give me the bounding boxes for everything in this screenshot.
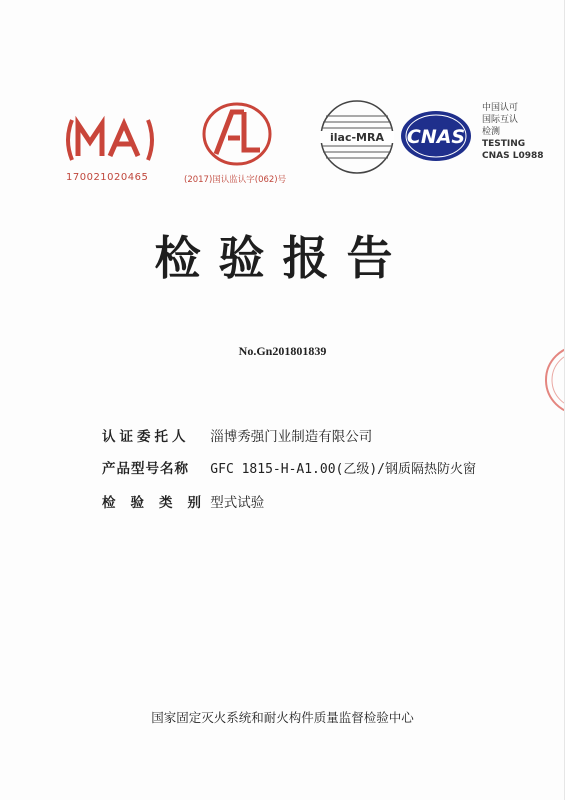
field-label: 产品型号名称 [102,461,189,477]
ilac-mra-text: ilac-MRA [330,131,384,144]
cnas-text: CNAS [406,126,466,148]
cnas-info-line: TESTING [482,139,526,149]
field-value: 型式试验 [210,495,265,511]
field-value: GFC 1815-H-A1.00(乙级)/钢质隔热防火窗 [210,462,477,477]
field-client [102,425,372,445]
field-label: 检验类别 [102,495,216,511]
ilac-mra-logo [318,98,396,176]
field-inspection-type [102,491,264,511]
cnas-info [482,102,544,162]
report-title: 检验报告 [154,231,411,285]
cnas-logo [398,108,474,164]
field-product [102,457,476,477]
field-label: 认证委托人 [102,429,190,445]
cma-number: 170021020465 [66,172,149,183]
issuing-organization: 国家固定灭火系统和耐火构件质量监督检验中心 [151,710,414,725]
seal-stamp [540,340,565,420]
report-number: No.Gn201801839 [238,344,327,358]
cal-number: (2017)国认监认字(062)号 [184,175,287,185]
cnas-info-line: 中国认可 [482,103,519,113]
cal-logo [198,100,276,168]
field-value: 淄博秀强门业制造有限公司 [210,429,373,445]
cnas-info-line: 国际互认 [482,115,519,125]
cma-logo [62,112,158,168]
cnas-info-line: CNAS L0988 [482,151,544,161]
cnas-info-line: 检测 [482,127,501,137]
